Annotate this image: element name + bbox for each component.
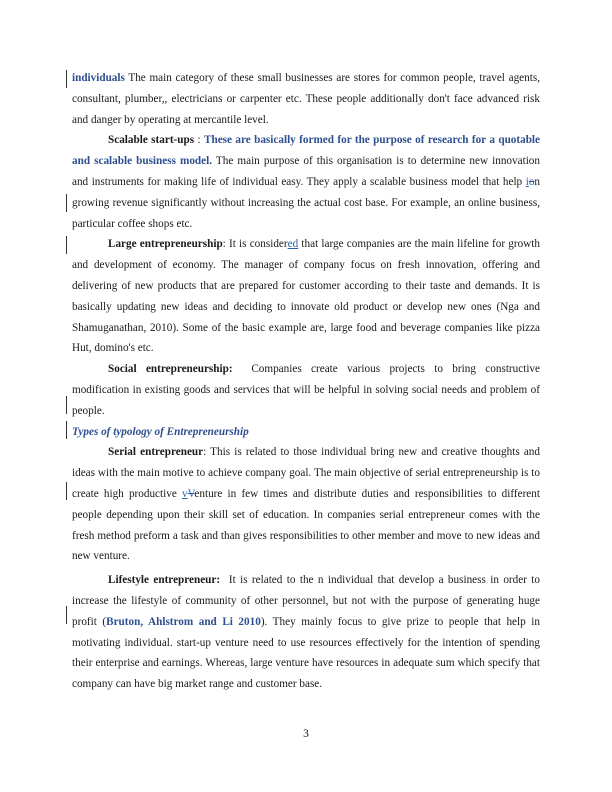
change-bar — [66, 396, 67, 414]
paragraph-large-entrepreneurship — [72, 234, 540, 359]
paragraph-text: enture in few times and distribute duties and responsibilities to different people depending upon their skill set of education. In companies serial entrepreneur comes with the fresh method preform a task and than gives responsibilities to other member and move to new ideas and new venture. — [72, 487, 540, 563]
page-number: 3 — [303, 728, 309, 740]
tracked-deletion[interactable]: V — [187, 487, 195, 500]
paragraph-individuals — [72, 68, 540, 130]
section-heading: Types of typology of Entrepreneurship — [72, 425, 249, 438]
term-scalable-startups: Scalable start-ups — [108, 134, 195, 147]
change-bar — [66, 482, 67, 500]
paragraph-social-entrepreneurship — [72, 359, 543, 421]
document-body — [72, 68, 543, 695]
paragraph-lifestyle-entrepreneur — [72, 570, 543, 695]
tracked-insertion[interactable]: ed — [287, 238, 299, 251]
paragraph-text: The main purpose of this organisation is to determine new innovation and instruments for making life of individual easy. They apply a scalable business model that help — [72, 155, 540, 188]
change-bar — [66, 236, 67, 254]
tracked-insertion[interactable]: v — [181, 487, 188, 500]
change-bar — [66, 421, 67, 439]
term-social-entrepreneurship: Social entrepreneurship: — [108, 363, 233, 376]
paragraph-text: ). They mainly focus to give prize to people that help in motivating individual. start-up venture need to use resources effectively for the intention of spending their enterprise and earnings. Whereas, large venture have resources in adequate sum which specify that company can have big market range and customer base. — [72, 615, 540, 691]
highlight-text: These are basically formed for the purpose of research for a quotable and scalable business model. — [72, 134, 541, 168]
term-lifestyle-entrepreneur: Lifestyle entrepreneur: — [108, 574, 221, 587]
citation: Bruton, Ahlstrom and Li 2010 — [106, 615, 261, 628]
paragraph-text: Companies create various projects to bring constructive modification in existing goods and services that will be helpful in solving social needs and problem of people. — [72, 363, 543, 417]
paragraph-text: It is related to the n individual that develop a business in order to increase the lifestyle of community of other personnel, but not with the purpose of generating huge profit ( — [72, 574, 543, 628]
term-serial-entrepreneur: Serial entrepreneur — [108, 446, 204, 459]
paragraph-text: : It is consider — [222, 238, 288, 251]
term-large-entrepreneurship: Large entrepreneurship — [108, 238, 223, 251]
paragraph-text: n growing revenue significantly without increasing the actual cost base. For example, an online business, particular coffee shops etc. — [72, 175, 540, 230]
paragraph-text: : This is related to those individual bring new and creative thoughts and ideas with the main motive to achieve company goal. The main objective of serial entrepreneurship is to create high productive — [72, 446, 540, 500]
term-individuals: individuals — [72, 72, 125, 84]
paragraph-text: The main category of these small businesses are stores for common people, travel agents, consultant, plumber,, electricians or carpenter etc. These people additionally don't face advanced risk and danger by operating at mercantile level. — [72, 72, 540, 126]
paragraph-serial-entrepreneur — [72, 442, 540, 567]
tracked-deletion[interactable]: o — [528, 175, 535, 188]
change-bar — [66, 606, 67, 624]
paragraph-scalable-startups — [72, 130, 540, 234]
separator: : — [194, 134, 205, 147]
change-bar — [66, 70, 67, 88]
paragraph-text: that large companies are the main lifeline for growth and development of economy. The manager of company focus on fresh innovation, offering and delivering of new products that are prepared for customer according to their taste and demands. It is basically updating new ideas and deciding to innovate old product or develop new ones (Nga and Shamuganathan, 2010). Some of the basic example are, large food and beverage companies like pizza Hut, domino's etc. — [72, 238, 540, 355]
tracked-insertion[interactable]: i — [525, 175, 529, 188]
change-bar — [66, 194, 67, 212]
